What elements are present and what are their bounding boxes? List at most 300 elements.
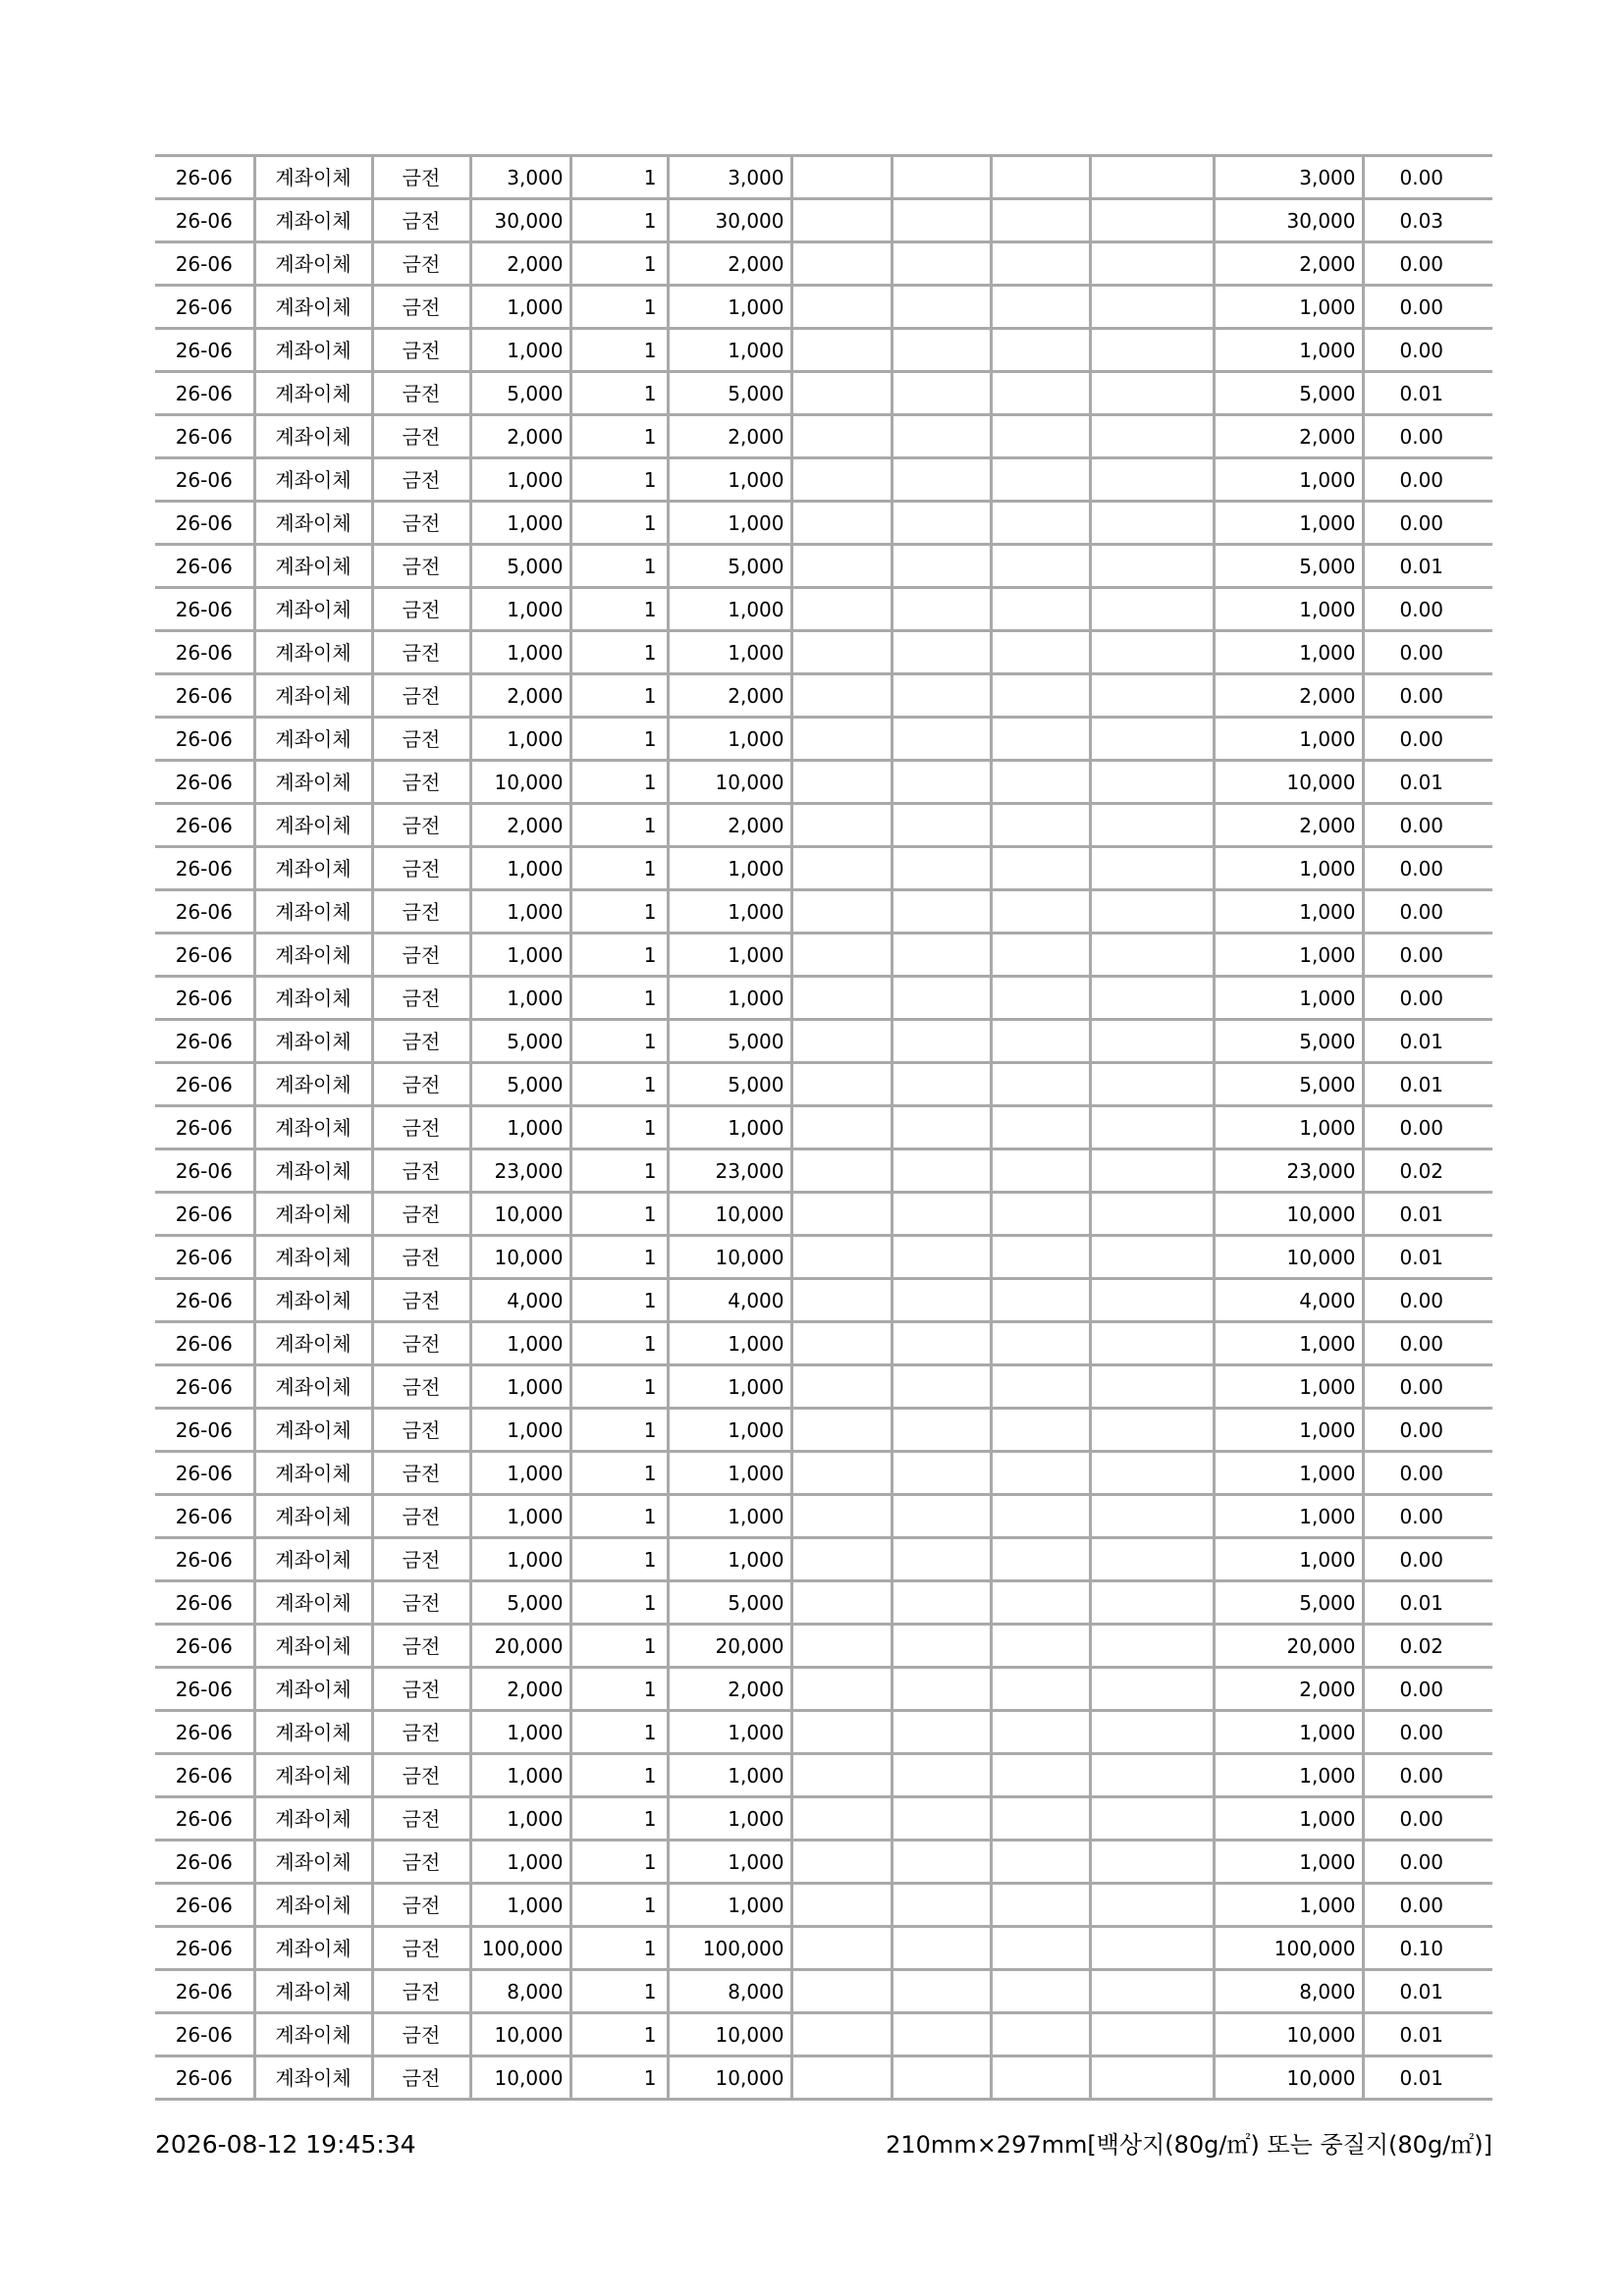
unit-price-cell: 1,000: [470, 1495, 570, 1538]
empty-cell: [791, 977, 892, 1020]
empty-cell: [892, 2056, 991, 2100]
total-cell: 8,000: [1214, 1970, 1363, 2013]
period-cell: 26-06: [155, 804, 254, 847]
empty-cell: [1090, 1236, 1214, 1279]
amount-cell: 1,000: [668, 588, 791, 631]
total-cell: 5,000: [1214, 1063, 1363, 1106]
amount-cell: 2,000: [668, 674, 791, 718]
table-row: [155, 1322, 1492, 1365]
amount-cell: 100,000: [668, 1927, 791, 1970]
empty-cell: [991, 458, 1090, 502]
item-cell: 금전: [372, 1970, 470, 2013]
table-row: [155, 415, 1492, 458]
amount-cell: 10,000: [668, 2013, 791, 2056]
empty-cell: [1090, 1625, 1214, 1668]
total-cell: 2,000: [1214, 804, 1363, 847]
empty-cell: [991, 545, 1090, 588]
amount-cell: 1,000: [668, 977, 791, 1020]
item-cell: 금전: [372, 1020, 470, 1063]
ratio-cell: 0.00: [1363, 286, 1492, 329]
total-cell: 5,000: [1214, 1020, 1363, 1063]
ratio-cell: 0.00: [1363, 847, 1492, 890]
amount-cell: 10,000: [668, 761, 791, 804]
table-row: [155, 1409, 1492, 1452]
quantity-cell: 1: [570, 329, 668, 372]
unit-price-cell: 1,000: [470, 1797, 570, 1841]
item-cell: 금전: [372, 1625, 470, 1668]
empty-cell: [791, 1149, 892, 1193]
unit-price-cell: 2,000: [470, 1668, 570, 1711]
empty-cell: [791, 718, 892, 761]
item-cell: 금전: [372, 1538, 470, 1581]
ratio-cell: 0.00: [1363, 804, 1492, 847]
unit-price-cell: 10,000: [470, 761, 570, 804]
amount-cell: 1,000: [668, 718, 791, 761]
empty-cell: [1090, 415, 1214, 458]
quantity-cell: 1: [570, 1797, 668, 1841]
empty-cell: [1090, 1927, 1214, 1970]
empty-cell: [991, 1409, 1090, 1452]
amount-cell: 1,000: [668, 1365, 791, 1409]
ratio-cell: 0.00: [1363, 1668, 1492, 1711]
empty-cell: [791, 458, 892, 502]
empty-cell: [991, 242, 1090, 286]
empty-cell: [892, 502, 991, 545]
empty-cell: [791, 674, 892, 718]
empty-cell: [791, 934, 892, 977]
empty-cell: [1090, 1841, 1214, 1884]
empty-cell: [991, 329, 1090, 372]
period-cell: 26-06: [155, 1970, 254, 2013]
empty-cell: [991, 502, 1090, 545]
unit-price-cell: 1,000: [470, 1754, 570, 1797]
total-cell: 1,000: [1214, 1797, 1363, 1841]
quantity-cell: 1: [570, 1193, 668, 1236]
quantity-cell: 1: [570, 1841, 668, 1884]
empty-cell: [791, 1625, 892, 1668]
quantity-cell: 1: [570, 1495, 668, 1538]
quantity-cell: 1: [570, 545, 668, 588]
ratio-cell: 0.01: [1363, 1236, 1492, 1279]
payment-method-cell: 계좌이체: [254, 1236, 372, 1279]
amount-cell: 1,000: [668, 890, 791, 934]
quantity-cell: 1: [570, 1970, 668, 2013]
item-cell: 금전: [372, 1063, 470, 1106]
empty-cell: [1090, 242, 1214, 286]
print-timestamp: 2026-08-12 19:45:34: [155, 2130, 416, 2159]
quantity-cell: 1: [570, 761, 668, 804]
empty-cell: [1090, 1322, 1214, 1365]
payment-method-cell: 계좌이체: [254, 1668, 372, 1711]
empty-cell: [892, 2013, 991, 2056]
amount-cell: 2,000: [668, 1668, 791, 1711]
total-cell: 10,000: [1214, 1193, 1363, 1236]
unit-price-cell: 23,000: [470, 1149, 570, 1193]
period-cell: 26-06: [155, 674, 254, 718]
period-cell: 26-06: [155, 415, 254, 458]
quantity-cell: 1: [570, 415, 668, 458]
item-cell: 금전: [372, 631, 470, 674]
empty-cell: [791, 156, 892, 199]
period-cell: 26-06: [155, 286, 254, 329]
empty-cell: [791, 286, 892, 329]
item-cell: 금전: [372, 1149, 470, 1193]
ratio-cell: 0.00: [1363, 674, 1492, 718]
amount-cell: 4,000: [668, 1279, 791, 1322]
empty-cell: [791, 1884, 892, 1927]
period-cell: 26-06: [155, 1495, 254, 1538]
table-row: [155, 1538, 1492, 1581]
empty-cell: [991, 1884, 1090, 1927]
unit-price-cell: 1,000: [470, 329, 570, 372]
payment-method-cell: 계좌이체: [254, 1927, 372, 1970]
quantity-cell: 1: [570, 1149, 668, 1193]
ratio-cell: 0.00: [1363, 934, 1492, 977]
quantity-cell: 1: [570, 1884, 668, 1927]
empty-cell: [1090, 890, 1214, 934]
empty-cell: [892, 1236, 991, 1279]
table-row: [155, 2056, 1492, 2100]
total-cell: 1,000: [1214, 588, 1363, 631]
ratio-cell: 0.01: [1363, 1970, 1492, 2013]
empty-cell: [991, 1927, 1090, 1970]
empty-cell: [892, 804, 991, 847]
payment-method-cell: 계좌이체: [254, 1409, 372, 1452]
unit-price-cell: 3,000: [470, 156, 570, 199]
empty-cell: [892, 372, 991, 415]
period-cell: 26-06: [155, 2013, 254, 2056]
unit-price-cell: 1,000: [470, 934, 570, 977]
table-row: [155, 1668, 1492, 1711]
amount-cell: 10,000: [668, 1193, 791, 1236]
empty-cell: [991, 934, 1090, 977]
empty-cell: [791, 761, 892, 804]
period-cell: 26-06: [155, 761, 254, 804]
ratio-cell: 0.00: [1363, 977, 1492, 1020]
table-row: [155, 1106, 1492, 1149]
quantity-cell: 1: [570, 631, 668, 674]
empty-cell: [1090, 1668, 1214, 1711]
item-cell: 금전: [372, 1711, 470, 1754]
quantity-cell: 1: [570, 1538, 668, 1581]
empty-cell: [991, 372, 1090, 415]
table-row: [155, 1279, 1492, 1322]
empty-cell: [791, 1063, 892, 1106]
ratio-cell: 0.00: [1363, 1754, 1492, 1797]
ratio-cell: 0.00: [1363, 1495, 1492, 1538]
empty-cell: [1090, 1106, 1214, 1149]
ratio-cell: 0.01: [1363, 1063, 1492, 1106]
empty-cell: [1090, 545, 1214, 588]
ratio-cell: 0.01: [1363, 545, 1492, 588]
empty-cell: [991, 156, 1090, 199]
empty-cell: [892, 1711, 991, 1754]
empty-cell: [991, 199, 1090, 242]
total-cell: 1,000: [1214, 329, 1363, 372]
ratio-cell: 0.00: [1363, 1452, 1492, 1495]
empty-cell: [1090, 199, 1214, 242]
item-cell: 금전: [372, 329, 470, 372]
total-cell: 1,000: [1214, 934, 1363, 977]
quantity-cell: 1: [570, 1322, 668, 1365]
total-cell: 1,000: [1214, 1884, 1363, 1927]
ratio-cell: 0.00: [1363, 1841, 1492, 1884]
unit-price-cell: 1,000: [470, 890, 570, 934]
table-row: [155, 1452, 1492, 1495]
total-cell: 1,000: [1214, 890, 1363, 934]
item-cell: 금전: [372, 674, 470, 718]
period-cell: 26-06: [155, 1841, 254, 1884]
payment-method-cell: 계좌이체: [254, 761, 372, 804]
quantity-cell: 1: [570, 1927, 668, 1970]
ratio-cell: 0.00: [1363, 156, 1492, 199]
period-cell: 26-06: [155, 2056, 254, 2100]
empty-cell: [991, 1106, 1090, 1149]
table-row: [155, 1625, 1492, 1668]
empty-cell: [791, 242, 892, 286]
total-cell: 10,000: [1214, 2013, 1363, 2056]
empty-cell: [791, 1581, 892, 1625]
period-cell: 26-06: [155, 847, 254, 890]
empty-cell: [991, 1538, 1090, 1581]
empty-cell: [991, 2056, 1090, 2100]
empty-cell: [892, 415, 991, 458]
item-cell: 금전: [372, 1106, 470, 1149]
ratio-cell: 0.01: [1363, 761, 1492, 804]
payment-method-cell: 계좌이체: [254, 1452, 372, 1495]
amount-cell: 1,000: [668, 1538, 791, 1581]
table-row: [155, 977, 1492, 1020]
payment-method-cell: 계좌이체: [254, 1365, 372, 1409]
empty-cell: [991, 890, 1090, 934]
payment-method-cell: 계좌이체: [254, 1495, 372, 1538]
empty-cell: [991, 415, 1090, 458]
table-row: [155, 761, 1492, 804]
total-cell: 1,000: [1214, 1538, 1363, 1581]
empty-cell: [892, 674, 991, 718]
empty-cell: [991, 1668, 1090, 1711]
table-row: [155, 2013, 1492, 2056]
empty-cell: [892, 1452, 991, 1495]
empty-cell: [1090, 1495, 1214, 1538]
ratio-cell: 0.00: [1363, 631, 1492, 674]
payment-method-cell: 계좌이체: [254, 329, 372, 372]
period-cell: 26-06: [155, 1668, 254, 1711]
item-cell: 금전: [372, 415, 470, 458]
unit-price-cell: 1,000: [470, 631, 570, 674]
quantity-cell: 1: [570, 1711, 668, 1754]
empty-cell: [991, 1452, 1090, 1495]
empty-cell: [1090, 761, 1214, 804]
table-row: [155, 847, 1492, 890]
payment-method-cell: 계좌이체: [254, 1625, 372, 1668]
item-cell: 금전: [372, 890, 470, 934]
payment-method-cell: 계좌이체: [254, 286, 372, 329]
unit-price-cell: 1,000: [470, 847, 570, 890]
amount-cell: 1,000: [668, 286, 791, 329]
amount-cell: 1,000: [668, 1409, 791, 1452]
amount-cell: 2,000: [668, 415, 791, 458]
period-cell: 26-06: [155, 1797, 254, 1841]
empty-cell: [892, 1538, 991, 1581]
period-cell: 26-06: [155, 1538, 254, 1581]
ratio-cell: 0.03: [1363, 199, 1492, 242]
quantity-cell: 1: [570, 804, 668, 847]
ratio-cell: 0.01: [1363, 1581, 1492, 1625]
ratio-cell: 0.00: [1363, 890, 1492, 934]
empty-cell: [991, 1711, 1090, 1754]
empty-cell: [791, 1797, 892, 1841]
item-cell: 금전: [372, 2013, 470, 2056]
table-row: [155, 1797, 1492, 1841]
empty-cell: [1090, 588, 1214, 631]
unit-price-cell: 10,000: [470, 2056, 570, 2100]
period-cell: 26-06: [155, 934, 254, 977]
item-cell: 금전: [372, 1409, 470, 1452]
empty-cell: [892, 1149, 991, 1193]
amount-cell: 1,000: [668, 1797, 791, 1841]
period-cell: 26-06: [155, 1927, 254, 1970]
empty-cell: [791, 1106, 892, 1149]
empty-cell: [791, 1452, 892, 1495]
table-row: [155, 1063, 1492, 1106]
amount-cell: 5,000: [668, 545, 791, 588]
item-cell: 금전: [372, 1754, 470, 1797]
unit-price-cell: 1,000: [470, 502, 570, 545]
unit-price-cell: 1,000: [470, 1409, 570, 1452]
unit-price-cell: 2,000: [470, 674, 570, 718]
empty-cell: [1090, 847, 1214, 890]
period-cell: 26-06: [155, 199, 254, 242]
amount-cell: 1,000: [668, 1495, 791, 1538]
ratio-cell: 0.00: [1363, 1538, 1492, 1581]
quantity-cell: 1: [570, 1020, 668, 1063]
payment-method-cell: 계좌이체: [254, 1797, 372, 1841]
payment-method-cell: 계좌이체: [254, 1020, 372, 1063]
table-row: [155, 718, 1492, 761]
table-row: [155, 286, 1492, 329]
table-row: [155, 890, 1492, 934]
item-cell: 금전: [372, 761, 470, 804]
total-cell: 2,000: [1214, 674, 1363, 718]
empty-cell: [791, 1279, 892, 1322]
quantity-cell: 1: [570, 1452, 668, 1495]
empty-cell: [991, 631, 1090, 674]
total-cell: 1,000: [1214, 1452, 1363, 1495]
empty-cell: [791, 631, 892, 674]
empty-cell: [791, 1668, 892, 1711]
ratio-cell: 0.00: [1363, 1279, 1492, 1322]
payment-method-cell: 계좌이체: [254, 2013, 372, 2056]
item-cell: 금전: [372, 199, 470, 242]
quantity-cell: 1: [570, 1236, 668, 1279]
item-cell: 금전: [372, 1884, 470, 1927]
quantity-cell: 1: [570, 2013, 668, 2056]
empty-cell: [892, 588, 991, 631]
amount-cell: 23,000: [668, 1149, 791, 1193]
period-cell: 26-06: [155, 1581, 254, 1625]
empty-cell: [991, 286, 1090, 329]
payment-method-cell: 계좌이체: [254, 934, 372, 977]
payment-method-cell: 계좌이체: [254, 804, 372, 847]
empty-cell: [1090, 1365, 1214, 1409]
empty-cell: [991, 1365, 1090, 1409]
empty-cell: [1090, 502, 1214, 545]
table-row: [155, 1711, 1492, 1754]
empty-cell: [1090, 674, 1214, 718]
empty-cell: [892, 1581, 991, 1625]
total-cell: 1,000: [1214, 847, 1363, 890]
unit-price-cell: 10,000: [470, 1236, 570, 1279]
empty-cell: [1090, 1193, 1214, 1236]
empty-cell: [892, 1841, 991, 1884]
empty-cell: [791, 1841, 892, 1884]
total-cell: 30,000: [1214, 199, 1363, 242]
item-cell: 금전: [372, 372, 470, 415]
payment-method-cell: 계좌이체: [254, 588, 372, 631]
empty-cell: [892, 1495, 991, 1538]
quantity-cell: 1: [570, 1063, 668, 1106]
item-cell: 금전: [372, 1365, 470, 1409]
total-cell: 3,000: [1214, 156, 1363, 199]
period-cell: 26-06: [155, 1754, 254, 1797]
quantity-cell: 1: [570, 718, 668, 761]
unit-price-cell: 100,000: [470, 1927, 570, 1970]
amount-cell: 1,000: [668, 1884, 791, 1927]
total-cell: 1,000: [1214, 631, 1363, 674]
payment-method-cell: 계좌이체: [254, 890, 372, 934]
unit-price-cell: 1,000: [470, 1106, 570, 1149]
table-row: [155, 1841, 1492, 1884]
payment-method-cell: 계좌이체: [254, 415, 372, 458]
payment-method-cell: 계좌이체: [254, 977, 372, 1020]
unit-price-cell: 2,000: [470, 242, 570, 286]
empty-cell: [892, 934, 991, 977]
empty-cell: [991, 1841, 1090, 1884]
empty-cell: [991, 804, 1090, 847]
item-cell: 금전: [372, 1797, 470, 1841]
table-row: [155, 329, 1492, 372]
empty-cell: [791, 1409, 892, 1452]
empty-cell: [892, 890, 991, 934]
payment-method-cell: 계좌이체: [254, 1193, 372, 1236]
empty-cell: [991, 588, 1090, 631]
empty-cell: [892, 329, 991, 372]
table-row: [155, 1236, 1492, 1279]
period-cell: 26-06: [155, 1020, 254, 1063]
amount-cell: 8,000: [668, 1970, 791, 2013]
period-cell: 26-06: [155, 1625, 254, 1668]
amount-cell: 5,000: [668, 1063, 791, 1106]
amount-cell: 1,000: [668, 1106, 791, 1149]
amount-cell: 1,000: [668, 1841, 791, 1884]
period-cell: 26-06: [155, 588, 254, 631]
empty-cell: [892, 847, 991, 890]
empty-cell: [1090, 1279, 1214, 1322]
unit-price-cell: 1,000: [470, 1538, 570, 1581]
amount-cell: 20,000: [668, 1625, 791, 1668]
total-cell: 1,000: [1214, 1754, 1363, 1797]
table-row: [155, 1365, 1492, 1409]
payment-method-cell: 계좌이체: [254, 1279, 372, 1322]
empty-cell: [791, 1754, 892, 1797]
empty-cell: [791, 1495, 892, 1538]
table-row: [155, 502, 1492, 545]
table-row: [155, 1581, 1492, 1625]
unit-price-cell: 2,000: [470, 415, 570, 458]
period-cell: 26-06: [155, 1149, 254, 1193]
empty-cell: [791, 2013, 892, 2056]
